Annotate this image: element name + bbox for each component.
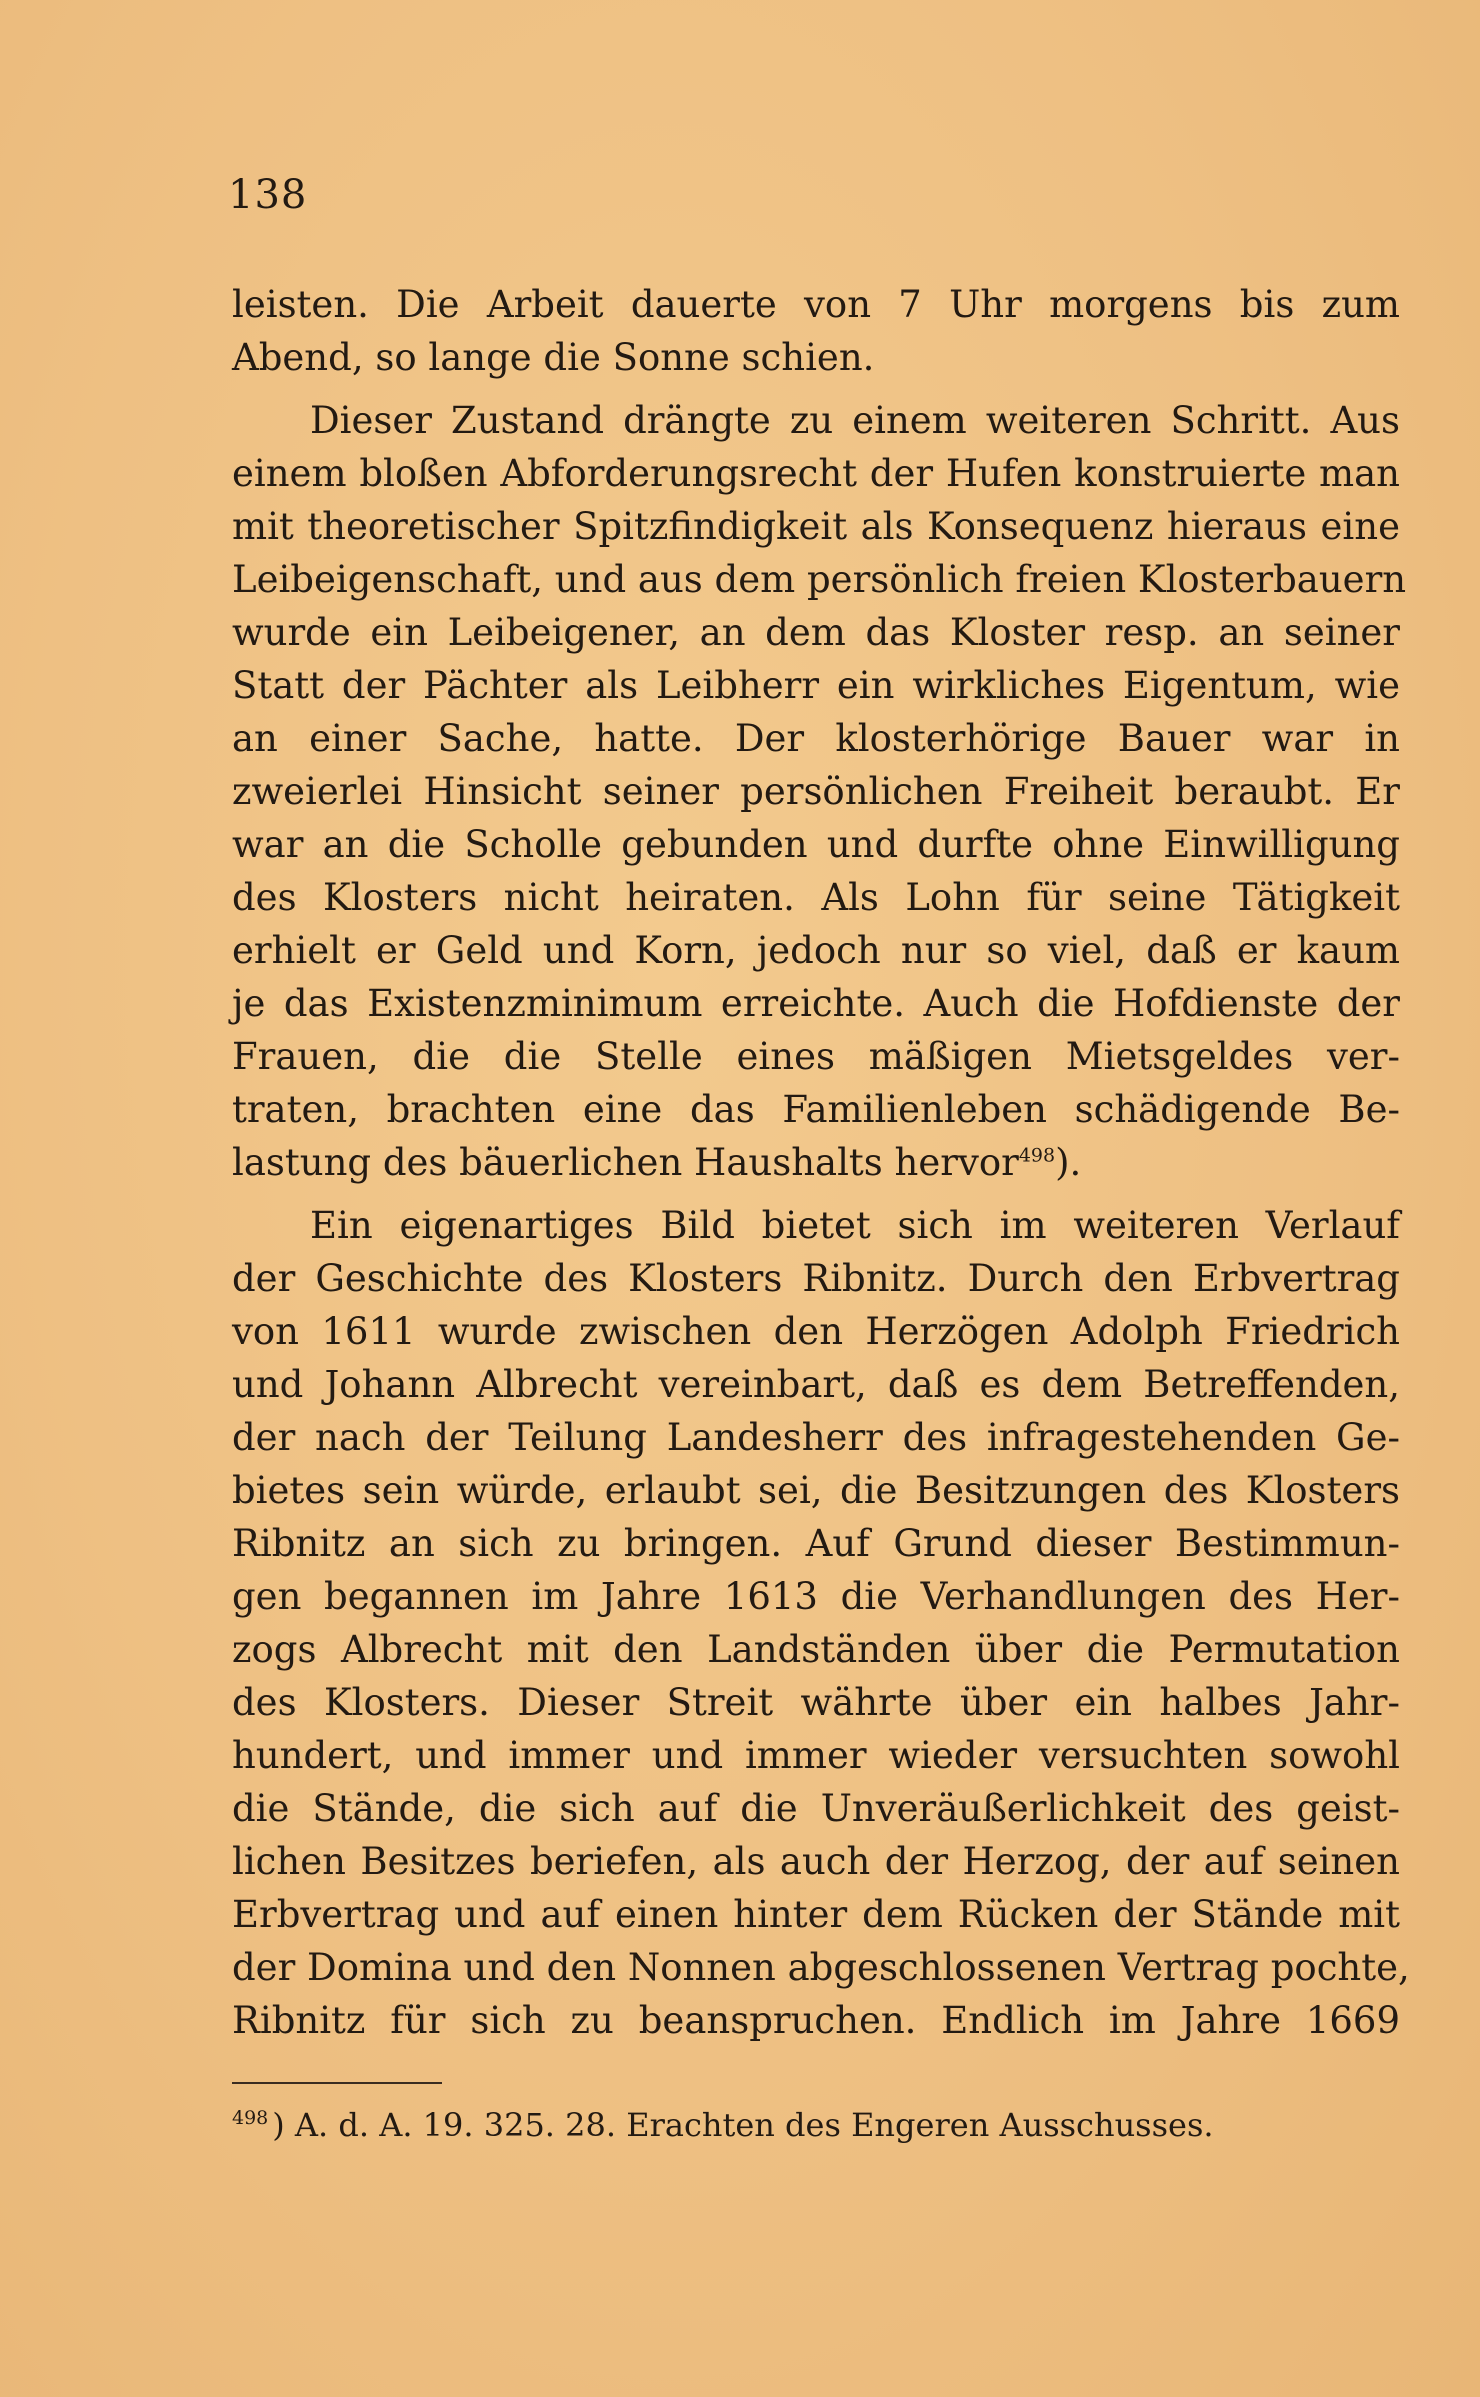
footnote-reference[interactable]: 498 bbox=[1018, 1144, 1056, 1167]
text-line: lastung des bäuerlichen Haushalts hervor bbox=[232, 1141, 1019, 1184]
text-line: und Johann Albrecht vereinbart, daß es dem Betreffenden, bbox=[232, 1363, 1400, 1406]
paragraph-1 bbox=[232, 278, 1400, 384]
text-line: hundert, und immer und immer wieder versuchten sowohl bbox=[232, 1734, 1400, 1777]
text-line-with-footnote bbox=[232, 1136, 1400, 1189]
footnote-divider bbox=[232, 2082, 442, 2084]
text-line: gen begannen im Jahre 1613 die Verhandlungen des Her- bbox=[232, 1575, 1400, 1618]
text-line: bietes sein würde, erlaubt sei, die Besitzungen des Klosters bbox=[232, 1469, 1400, 1512]
text-line: der nach der Teilung Landesherr des infragestehenden Ge- bbox=[232, 1416, 1400, 1459]
text-line: je das Existenzminimum erreichte. Auch die Hofdienste der bbox=[232, 982, 1400, 1025]
text-line-tail: ). bbox=[1055, 1141, 1082, 1184]
body-text bbox=[232, 278, 1410, 2047]
footnote-marker: 498 bbox=[232, 2107, 269, 2130]
text-line: an einer Sache, hatte. Der klosterhörige Bauer war in bbox=[232, 717, 1400, 760]
text-line: zweierlei Hinsicht seiner persönlichen Freiheit beraubt. Er bbox=[232, 770, 1400, 813]
page-number: 138 bbox=[228, 172, 308, 218]
footnote bbox=[232, 2106, 1214, 2144]
text-line: zogs Albrecht mit den Landständen über die Permutation bbox=[232, 1628, 1400, 1671]
text-line: wurde ein Leibeigener, an dem das Kloster resp. an seiner bbox=[232, 611, 1400, 654]
text-line: Ein eigenartiges Bild bietet sich im weiteren Verlauf bbox=[310, 1204, 1400, 1247]
text-line: Dieser Zustand drängte zu einem weiteren Schritt. Aus bbox=[310, 399, 1400, 442]
text-line: Ribnitz für sich zu beanspruchen. Endlich im Jahre 1669 bbox=[232, 1999, 1400, 2042]
text-line: Frauen, die die Stelle eines mäßigen Mietsgeldes ver- bbox=[232, 1035, 1400, 1078]
text-line: war an die Scholle gebunden und durfte ohne Einwilligung bbox=[232, 823, 1400, 866]
text-line: Ribnitz an sich zu bringen. Auf Grund dieser Bestimmun- bbox=[232, 1522, 1400, 1565]
text-line: Statt der Pächter als Leibherr ein wirkliches Eigentum, wie bbox=[232, 664, 1400, 707]
text-line: leisten. Die Arbeit dauerte von 7 Uhr morgens bis zum bbox=[232, 283, 1400, 326]
text-line: traten, brachten eine das Familienleben schädigende Be- bbox=[232, 1088, 1400, 1131]
paragraph-2 bbox=[232, 394, 1407, 1189]
text-line: des Klosters nicht heiraten. Als Lohn für seine Tätigkeit bbox=[232, 876, 1400, 919]
footnote-text: ) A. d. A. 19. 325. 28. Erachten des Engeren Ausschusses. bbox=[272, 2106, 1214, 2144]
text-line: mit theoretischer Spitzfindigkeit als Konsequenz hieraus eine bbox=[232, 505, 1400, 548]
paragraph-3 bbox=[232, 1199, 1410, 2047]
text-line: erhielt er Geld und Korn, jedoch nur so viel, daß er kaum bbox=[232, 929, 1400, 972]
text-line: einem bloßen Abforderungsrecht der Hufen konstruierte man bbox=[232, 452, 1400, 495]
text-line: des Klosters. Dieser Streit währte über ein halbes Jahr- bbox=[232, 1681, 1400, 1724]
text-line: Erbvertrag und auf einen hinter dem Rücken der Stände mit bbox=[232, 1893, 1400, 1936]
text-line: der Geschichte des Klosters Ribnitz. Durch den Erbvertrag bbox=[232, 1257, 1400, 1300]
text-line: Abend, so lange die Sonne schien. bbox=[232, 336, 875, 379]
text-line: der Domina und den Nonnen abgeschlossenen Vertrag pochte, bbox=[232, 1946, 1410, 1989]
text-line: die Stände, die sich auf die Unveräußerlichkeit des geist- bbox=[232, 1787, 1400, 1830]
text-line: Leibeigenschaft, und aus dem persönlich freien Klosterbauern bbox=[232, 558, 1407, 601]
text-line: von 1611 wurde zwischen den Herzögen Adolph Friedrich bbox=[232, 1310, 1400, 1353]
text-line: lichen Besitzes beriefen, als auch der Herzog, der auf seinen bbox=[232, 1840, 1400, 1883]
